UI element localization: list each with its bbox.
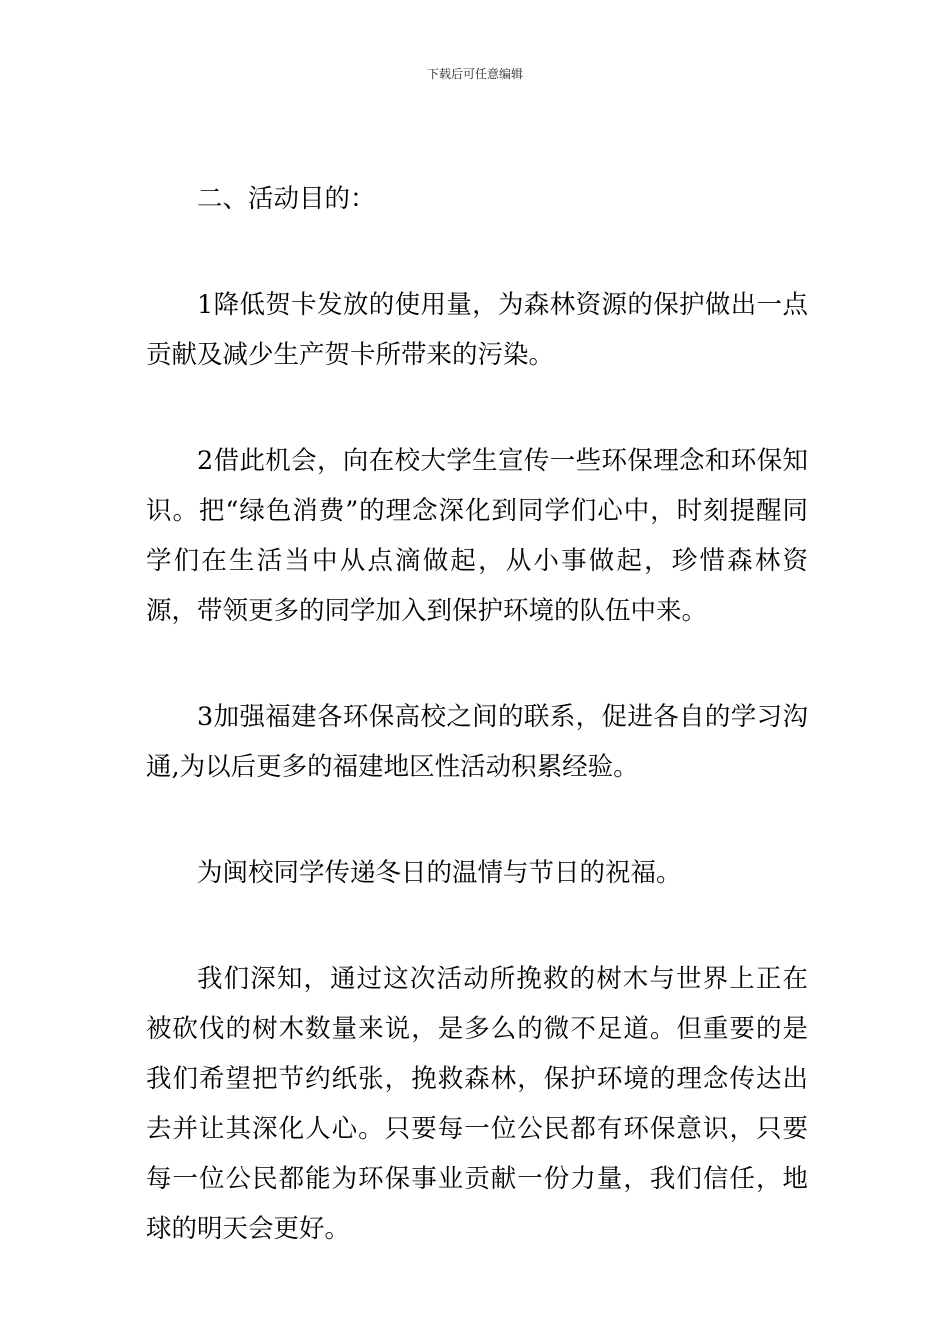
document-body <box>146 174 808 1254</box>
paragraph-goal-3: 3加强福建各环保高校之间的联系，促进各自的学习沟通,为以后更多的福建地区性活动积累经验。 <box>146 702 808 782</box>
paragraph-greeting: 为闽校同学传递冬日的温情与节日的祝福。 <box>197 858 682 888</box>
paragraph-goal-2: 2借此机会，向在校大学生宣传一些环保理念和环保知识。把“绿色消费”的理念深化到同学们心中，时刻提醒同学们在生活当中从点滴做起，从小事做起，珍惜森林资源，带领更多的同学加入到保护环境的队伍中来。 <box>146 446 808 626</box>
paragraph-goal-1: 1降低贺卡发放的使用量，为森林资源的保护做出一点贡献及减少生产贺卡所带来的污染。 <box>146 290 808 370</box>
paragraph-conclusion: 我们深知，通过这次活动所挽救的树木与世界上正在被砍伐的树木数量来说，是多么的微不足道。但重要的是我们希望把节约纸张，挽救森林，保护环境的理念传达出去并让其深化人心。只要每一位公民都有环保意识，只要每一位公民都能为环保事业贡献一份力量，我们信任，地球的明天会更好。 <box>146 964 808 1244</box>
page-header: 下载后可任意编辑 <box>426 67 523 81</box>
section-heading: 二、活动目的： <box>197 184 376 214</box>
